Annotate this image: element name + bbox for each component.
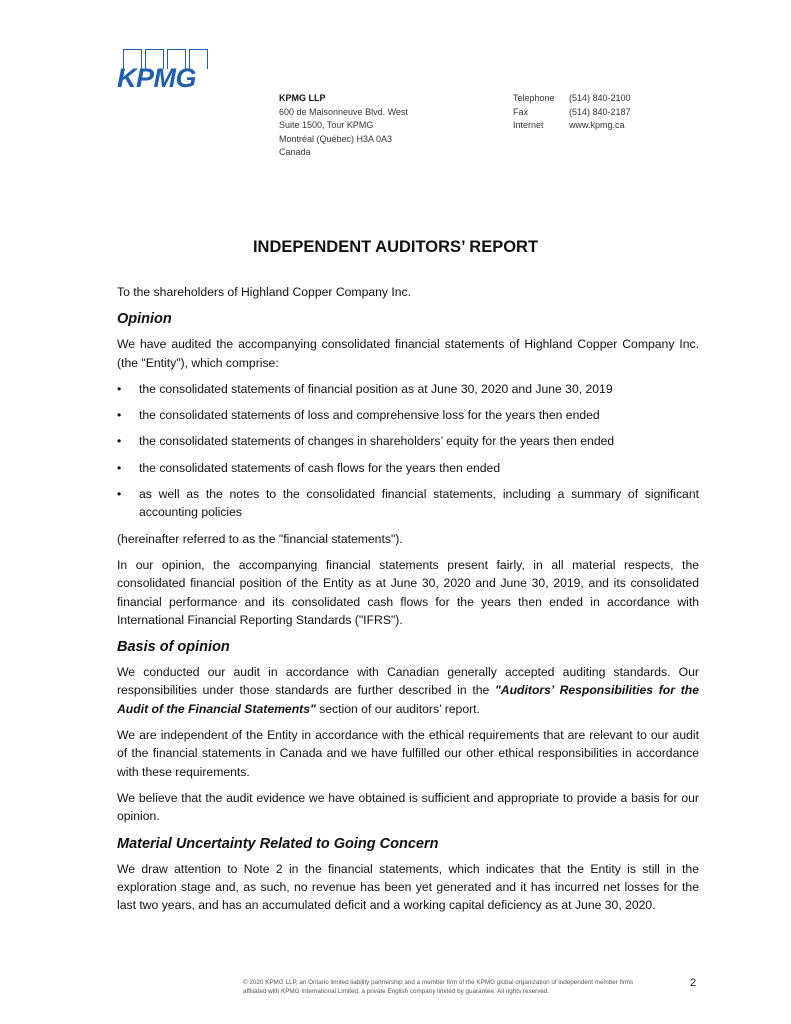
- basis-heading: Basis of opinion: [117, 639, 230, 656]
- going-concern-paragraph: We draw attention to Note 2 in the financial statements, which indicates that the Entity is still in the exploration stage and, as such, no revenue has been yet generated and it has incurred net losses for the last two years, and has an accumulated deficit and a working capital deficiency as at June 30, 2020.: [117, 861, 699, 913]
- footer-copyright: © 2020 KPMG LLP, an Ontario limited liability partnership and a member firm of the KPMG global organization of independent member firms affiliated with KPMG International Limited, a private English company limited by guarantee. All rights reserved.: [243, 979, 634, 995]
- report-title: INDEPENDENT AUDITORS’ REPORT: [252, 238, 539, 256]
- contact-telephone: Telephone (514) 840-2100: [513, 93, 631, 103]
- basis-paragraph-1: We conducted our audit in accordance with Canadian generally accepted auditing standards. Our responsibilities under those standards are further described in the "Auditors’ Responsibilities for the Audit of the Financial Statements" section of our auditors’ report.: [117, 665, 699, 716]
- letterhead-address: [279, 92, 408, 160]
- addressee: To the shareholders of Highland Copper Company Inc.: [117, 285, 412, 299]
- contact-fax: Fax (514) 840-2187: [513, 106, 631, 117]
- list-item: • the consolidated statements of cash flows for the years then ended: [117, 459, 699, 477]
- list-item: • the consolidated statements of changes in shareholders’ equity for the years then ended: [117, 432, 699, 450]
- firm-name: KPMG LLP: [279, 93, 326, 103]
- report-body: [117, 283, 699, 922]
- responsibilities-reference: "Auditors’ Responsibilities for the Audit of the Financial Statements": [117, 683, 699, 716]
- list-item: • the consolidated statements of financial position as at June 30, 2020 and June 30, 2019: [117, 380, 699, 398]
- opinion-statement: In our opinion, the accompanying financial statements present fairly, in all material respects, the consolidated financial position of the Entity as at June 30, 2020 and June 30, 2019, and its consolidated financial performance and its consolidated cash flows for the years then ended in accordance with International Financial Reporting Standards ("IFRS").: [117, 557, 699, 627]
- website-link[interactable]: www.kpmg.ca: [569, 120, 625, 130]
- opinion-heading: Opinion: [117, 311, 172, 328]
- letterhead-contact: [513, 92, 631, 133]
- hereinafter-note: (hereinafter referred to as the "financial statements").: [117, 531, 403, 546]
- contact-internet: Internet www.kpmg.ca: [513, 119, 631, 133]
- list-item: • the consolidated statements of loss and comprehensive loss for the years then ended: [117, 406, 699, 424]
- page-number: 2: [690, 977, 697, 989]
- list-item: • as well as the notes to the consolidated financial statements, including a summary of significant accounting policies: [117, 485, 699, 522]
- opinion-intro: We have audited the accompanying consolidated financial statements of Highland Copper Company Inc. (the "Entity"), which comprise:: [117, 337, 699, 370]
- basis-paragraph-2: We are independent of the Entity in accordance with the ethical requirements that are relevant to our audit of the financial statements in Canada and we have fulfilled our other ethical responsibilities in accordance with these requirements.: [117, 728, 699, 779]
- logo-text: KPMG: [117, 63, 196, 93]
- basis-paragraph-3: We believe that the audit evidence we have obtained is sufficient and appropriate to provide a basis for our opinion.: [117, 790, 699, 824]
- address-line: Montréal (Québec) H3A 0A3: [279, 133, 393, 144]
- going-concern-heading: Material Uncertainty Related to Going Concern: [117, 835, 439, 852]
- address-line: 600 de Maisonneuve Blvd. West: [279, 106, 408, 117]
- address-line: Canada: [279, 147, 311, 157]
- kpmg-logo: [117, 47, 209, 91]
- statements-list: [117, 380, 699, 522]
- address-line: Suite 1500, Tour KPMG: [279, 120, 374, 130]
